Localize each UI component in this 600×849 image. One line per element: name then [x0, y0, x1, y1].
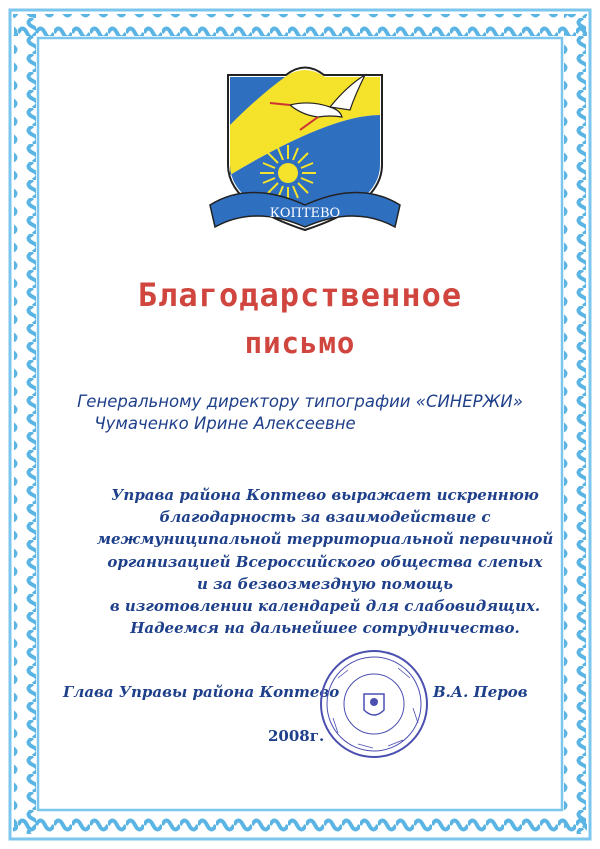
- body-line: в изготовлении календарей для слабовидящих.: [109, 597, 541, 616]
- body-line: межмуниципальной территориальной первичной: [96, 530, 554, 549]
- letter-year: 2008г.: [268, 727, 325, 745]
- coptevo-coat-of-arms-icon: [190, 55, 420, 245]
- body-line: Надеемся на дальнейшее сотрудничество.: [130, 619, 520, 638]
- body-line: организацией Всероссийского общества слепых: [107, 552, 543, 571]
- letter-title: Благодарственное: [137, 276, 463, 314]
- body-line: Управа района Коптево выражает искреннюю: [111, 486, 539, 504]
- recipient-name: Чумаченко Ирине Алексеевне: [94, 414, 356, 433]
- stamp-text: [0, 0, 600, 1]
- signatory-name: В.А. Перов: [433, 683, 528, 701]
- official-stamp: [318, 648, 430, 760]
- emblem-ribbon-text: КОПТЕВО: [269, 206, 341, 221]
- letter-body: [95, 484, 555, 639]
- body-line: и за безвозмездную помощь: [196, 574, 454, 593]
- body-line: благодарность за взаимодействие с: [159, 508, 491, 527]
- recipient-position: Генеральному директору типографии «СИНЕРЖИ»: [77, 392, 523, 411]
- signatory-position: Глава Управы района Коптево: [63, 683, 340, 701]
- letter-title-line2: письмо: [244, 326, 356, 360]
